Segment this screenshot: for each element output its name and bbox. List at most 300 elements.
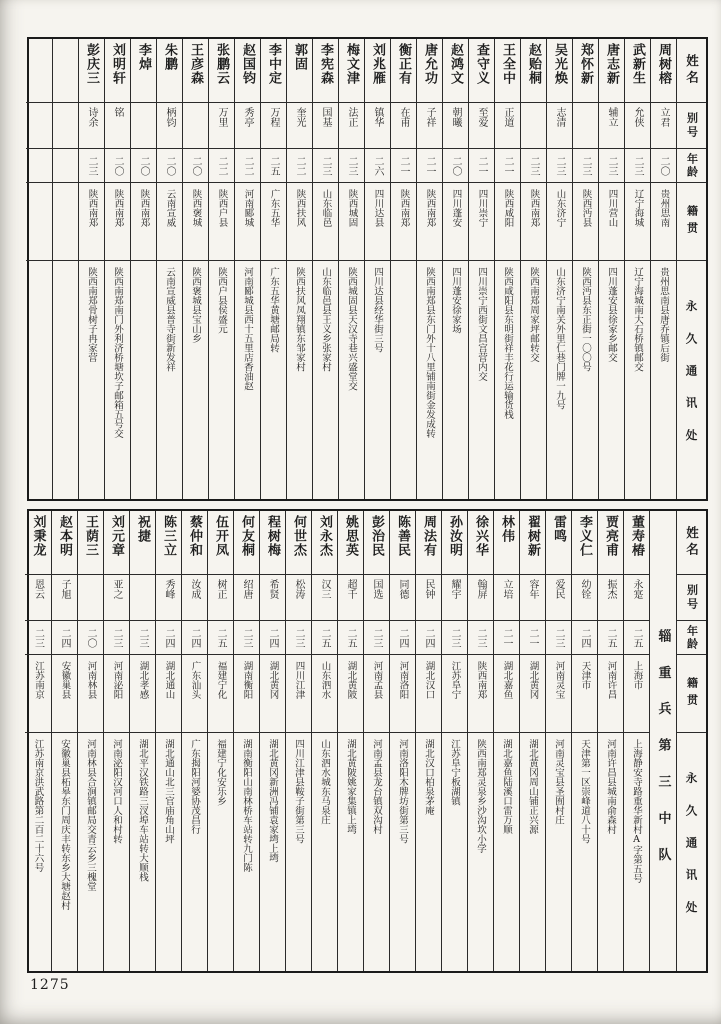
person-column — [572, 39, 598, 499]
person-column — [104, 39, 130, 499]
person-name: 刘永杰 — [312, 511, 337, 575]
person-age: 二二 — [209, 149, 234, 183]
person-alias: 超千 — [338, 575, 363, 621]
person-alias: 汝成 — [182, 575, 207, 621]
person-column — [78, 39, 104, 499]
column-header-native: 籍贯 — [677, 655, 706, 733]
person-address: 湖南衡阳山南林桥车站转九门陈 — [241, 739, 252, 872]
person-native: 湖南衡阳 — [234, 655, 259, 733]
person-alias: 汉三 — [312, 575, 337, 621]
person-age: 二一 — [520, 621, 545, 655]
person-column — [597, 511, 623, 971]
header-column — [676, 511, 706, 971]
person-address: 陕西南郑骨树子冉家营 — [86, 267, 97, 362]
person-age: 二三 — [234, 621, 259, 655]
person-native: 江苏阜宁 — [442, 655, 467, 733]
column-header-address: 永久通讯处 — [684, 299, 699, 461]
person-name: 李中定 — [261, 39, 286, 103]
roster-table-top — [27, 37, 708, 501]
person-native: 河南孟县 — [364, 655, 389, 733]
person-native: 陕西南郑 — [417, 183, 442, 261]
person-native: 山东临邑 — [313, 183, 338, 261]
person-column — [181, 511, 207, 971]
person-name: 刘元章 — [104, 511, 129, 575]
person-name: 孙汝明 — [442, 511, 467, 575]
person-native: 湖北黄陂 — [338, 655, 363, 733]
person-column — [494, 39, 520, 499]
person-column — [364, 39, 390, 499]
person-column — [103, 511, 129, 971]
person-alias: 志清 — [547, 103, 572, 149]
person-native: 湖北通山 — [156, 655, 181, 733]
person-native: 云南宣威 — [157, 183, 182, 261]
person-name: 伍开凤 — [208, 511, 233, 575]
person-column — [623, 511, 649, 971]
person-age: 二〇 — [157, 149, 182, 183]
person-age: 二三 — [573, 149, 598, 183]
person-column — [260, 39, 286, 499]
person-age: 二一 — [494, 621, 519, 655]
person-name: 刘秉龙 — [25, 511, 51, 575]
person-address: 四川崇宁西街文昌宫营内交 — [476, 267, 487, 381]
person-column — [259, 511, 285, 971]
person-age: 二三 — [79, 149, 104, 183]
person-alias: 法正 — [339, 103, 364, 149]
person-native: 四川蓬安 — [443, 183, 468, 261]
person-column — [441, 511, 467, 971]
person-age: 二三 — [339, 149, 364, 183]
section-column — [649, 511, 676, 971]
column-header-address: 永久通讯处 — [684, 771, 699, 933]
person-age — [26, 149, 52, 183]
person-native: 河南洛阳 — [390, 655, 415, 733]
column-header-age: 年龄 — [677, 621, 706, 655]
person-alias — [53, 103, 78, 149]
person-column — [234, 39, 260, 499]
person-name: 程树梅 — [260, 511, 285, 575]
person-alias: 耀宇 — [442, 575, 467, 621]
person-native: 陕西南郑 — [79, 183, 104, 261]
person-address: 湖北嘉鱼陆溪口雷万顺 — [501, 739, 512, 834]
person-address: 河南许昌县城南俞森村 — [605, 739, 616, 834]
person-native: 辽宁海城 — [625, 183, 650, 261]
person-column — [416, 39, 442, 499]
person-address: 广东五华黄塘邮局转 — [268, 267, 279, 353]
person-alias: 允侠 — [625, 103, 650, 149]
person-age: 二四 — [572, 621, 597, 655]
person-column — [51, 511, 77, 971]
person-column — [493, 511, 519, 971]
person-native: 陕西扶风 — [287, 183, 312, 261]
person-alias: 万里 — [209, 103, 234, 149]
person-age: 二五 — [312, 621, 337, 655]
person-alias: 树正 — [208, 575, 233, 621]
person-alias: 振杰 — [598, 575, 623, 621]
person-column — [338, 39, 364, 499]
person-name — [26, 39, 52, 103]
column-header-name: 姓名 — [677, 511, 706, 575]
person-age: 二四 — [156, 621, 181, 655]
person-column — [77, 511, 103, 971]
person-age: 二一 — [495, 149, 520, 183]
person-native: 湖北黄冈 — [520, 655, 545, 733]
person-alias: 恩云 — [25, 575, 51, 621]
person-alias — [78, 575, 103, 621]
person-alias: 翰屏 — [468, 575, 493, 621]
person-column — [546, 39, 572, 499]
person-name: 彭庆三 — [79, 39, 104, 103]
person-native: 湖北汉口 — [416, 655, 441, 733]
person-address: 辽宁海城南大石桥镇邮交 — [632, 267, 643, 372]
person-native: 陕西户县 — [209, 183, 234, 261]
person-address: 河南灵宝县圣囿村庄 — [553, 739, 564, 825]
person-age: 二四 — [416, 621, 441, 655]
person-address: 陕西扶风凤翔镇东邹家村 — [294, 267, 305, 372]
person-alias: 爱民 — [546, 575, 571, 621]
person-age: 二四 — [260, 621, 285, 655]
person-native: 湖北嘉鱼 — [494, 655, 519, 733]
person-name: 王彦森 — [183, 39, 208, 103]
person-name: 刘明轩 — [105, 39, 130, 103]
person-native: 广东五华 — [261, 183, 286, 261]
person-address: 河南林县合涧镇邮局交青云乡三槐堂 — [85, 739, 96, 891]
person-name: 赵鸿文 — [443, 39, 468, 103]
person-native: 陕西沔县 — [573, 183, 598, 261]
person-native: 广东汕头 — [182, 655, 207, 733]
person-column — [415, 511, 441, 971]
person-name: 郭固 — [287, 39, 312, 103]
person-address: 陕西褒城县宝山乡 — [190, 267, 201, 343]
person-alias: 辅立 — [599, 103, 624, 149]
person-age: 二三 — [104, 621, 129, 655]
person-column — [311, 511, 337, 971]
person-address: 陕西南郑灵泉乡沙沟坎小学 — [475, 739, 486, 853]
person-address: 陕西南郑南门外利济桥塘坎子邮箱五号交 — [112, 267, 123, 438]
person-column — [468, 39, 494, 499]
person-address: 陕西沔县东正街一〇〇号 — [580, 267, 591, 372]
person-column — [285, 511, 311, 971]
person-column — [390, 39, 416, 499]
person-name: 查守义 — [469, 39, 494, 103]
person-native: 安徽巢县 — [52, 655, 77, 733]
person-native: 陕西南郑 — [105, 183, 130, 261]
person-age: 二三 — [599, 149, 624, 183]
person-alias: 绍唐 — [234, 575, 259, 621]
person-address: 江苏南京洪武路第二百二十六号 — [32, 739, 44, 872]
person-name: 周树榕 — [651, 39, 676, 103]
person-alias: 国选 — [364, 575, 389, 621]
person-name: 衡正有 — [391, 39, 416, 103]
person-age: 二〇 — [131, 149, 156, 183]
person-alias — [26, 103, 52, 149]
person-age: 二三 — [442, 621, 467, 655]
person-column — [545, 511, 571, 971]
person-age: 二五 — [624, 621, 649, 655]
person-native: 四川崇宁 — [469, 183, 494, 261]
person-age: 二六 — [365, 149, 390, 183]
person-alias: 松涛 — [286, 575, 311, 621]
person-name: 朱鹏 — [157, 39, 182, 103]
person-age: 二五 — [208, 621, 233, 655]
person-age: 二五 — [261, 149, 286, 183]
person-column — [650, 39, 676, 499]
person-address: 湖北黄冈新洲冯铺袁家塆上塆 — [267, 739, 278, 863]
person-address: 河南洛阳木牌坊街第三号 — [397, 739, 408, 844]
person-age: 二三 — [313, 149, 338, 183]
person-name: 赵贻桐 — [521, 39, 546, 103]
person-name: 王荫三 — [78, 511, 103, 575]
person-address: 河南郾城县西十五里店香油赵 — [242, 267, 253, 391]
person-alias: 在甫 — [391, 103, 416, 149]
person-native: 四川营山 — [599, 183, 624, 261]
person-column — [337, 511, 363, 971]
person-native: 陕西褒城 — [183, 183, 208, 261]
person-age: 二三 — [286, 621, 311, 655]
person-address: 四川达县经华街三号 — [372, 267, 383, 353]
person-address: 陕西咸阳县东明街祥丰花行运输货栈 — [502, 267, 513, 419]
person-age: 二一 — [417, 149, 442, 183]
person-name: 李焯 — [131, 39, 156, 103]
person-native — [53, 183, 78, 261]
column-header-name: 姓名 — [677, 39, 706, 103]
person-address: 河南泌阳汉河口人和村转 — [111, 739, 122, 844]
person-address: 陕西南郑周家坪邮转交 — [528, 267, 539, 362]
person-column — [624, 39, 650, 499]
person-age: 二〇 — [183, 149, 208, 183]
person-column — [25, 511, 51, 971]
person-address — [26, 261, 52, 499]
person-address — [391, 261, 416, 499]
person-address: 湖北通山北三官庙角山坪 — [163, 739, 174, 844]
person-address: 贵州思南县唐乔镇后街 — [658, 267, 669, 362]
person-address: 山东泗水城东马泉庄 — [319, 739, 330, 825]
person-alias: 民钟 — [416, 575, 441, 621]
person-alias — [130, 575, 155, 621]
person-alias: 诗余 — [79, 103, 104, 149]
person-address: 上海静安寺路重华新村A字第五号 — [631, 739, 642, 883]
person-age: 二三 — [625, 149, 650, 183]
person-native: 福建宁化 — [208, 655, 233, 733]
person-alias: 容年 — [520, 575, 545, 621]
person-address: 云南宣威县普寺街新发祥 — [164, 267, 175, 372]
person-age: 二〇 — [78, 621, 103, 655]
person-address: 福建宁化安乐乡 — [215, 739, 226, 806]
person-column — [286, 39, 312, 499]
person-age: 二五 — [338, 621, 363, 655]
person-address: 湖北汉口柏泉茅庵 — [423, 739, 434, 815]
person-name: 陈善民 — [390, 511, 415, 575]
person-column — [598, 39, 624, 499]
person-column — [156, 39, 182, 499]
person-column — [155, 511, 181, 971]
person-alias: 镇华 — [365, 103, 390, 149]
person-age: 二四 — [182, 621, 207, 655]
person-address: 江苏阜宁板湖镇 — [449, 739, 460, 806]
person-native: 四川达县 — [365, 183, 390, 261]
person-name — [53, 39, 78, 103]
person-alias — [131, 103, 156, 149]
person-column — [312, 39, 338, 499]
person-name: 唐志新 — [599, 39, 624, 103]
person-alias: 立君 — [651, 103, 676, 149]
person-name: 林伟 — [494, 511, 519, 575]
person-address: 广东揭阳河婆协茂昌行 — [189, 739, 200, 834]
person-native: 山东泗水 — [312, 655, 337, 733]
person-native: 陕西咸阳 — [495, 183, 520, 261]
person-column — [233, 511, 259, 971]
person-alias: 子祥 — [417, 103, 442, 149]
person-name: 蔡仲和 — [182, 511, 207, 575]
person-name: 雷鸣 — [546, 511, 571, 575]
person-name: 姚思英 — [338, 511, 363, 575]
person-address: 河南孟县龙台镇双沟村 — [371, 739, 382, 834]
person-age: 二〇 — [443, 149, 468, 183]
person-native: 贵州思南 — [651, 183, 676, 261]
person-address — [53, 261, 78, 499]
empty-column — [26, 39, 52, 499]
person-alias: 立培 — [494, 575, 519, 621]
person-address: 四川蓬安县徐家乡邮交 — [606, 267, 617, 362]
person-native: 河南郾城 — [235, 183, 260, 261]
person-column — [519, 511, 545, 971]
person-alias: 同德 — [390, 575, 415, 621]
person-address: 四川蓬安徐家场 — [450, 267, 461, 334]
person-age: 二五 — [598, 621, 623, 655]
person-alias: 秀亭 — [235, 103, 260, 149]
person-name: 赵本明 — [52, 511, 77, 575]
person-alias: 亚之 — [104, 575, 129, 621]
person-address: 湖北平汉铁路三汊埠车站转大顺栈 — [137, 739, 148, 882]
person-name: 吴光焕 — [547, 39, 572, 103]
person-native: 上海市 — [624, 655, 649, 733]
person-age: 二三 — [547, 149, 572, 183]
person-age: 二二 — [235, 149, 260, 183]
person-address: 陕西南郑县东门外十八里铺南街金发成转 — [424, 267, 435, 438]
person-alias: 正道 — [495, 103, 520, 149]
person-name: 彭治民 — [364, 511, 389, 575]
person-age: 二三 — [364, 621, 389, 655]
person-alias: 希贤 — [260, 575, 285, 621]
person-address: 山东临邑县王义乡张家村 — [320, 267, 331, 372]
person-name: 刘兆雁 — [365, 39, 390, 103]
person-column — [389, 511, 415, 971]
person-native: 陕西南郑 — [521, 183, 546, 261]
person-alias: 铭 — [105, 103, 130, 149]
person-native: 山东济宁 — [547, 183, 572, 261]
person-alias: 幼铨 — [572, 575, 597, 621]
person-name: 唐允功 — [417, 39, 442, 103]
person-name: 张鹏云 — [209, 39, 234, 103]
person-age: 二〇 — [651, 149, 676, 183]
person-column — [571, 511, 597, 971]
person-column — [207, 511, 233, 971]
person-age: 二〇 — [105, 149, 130, 183]
person-name: 赵国钧 — [235, 39, 260, 103]
person-alias: 柄钧 — [157, 103, 182, 149]
person-name: 李义仁 — [572, 511, 597, 575]
column-header-alias: 别号 — [677, 575, 706, 621]
person-native — [26, 183, 52, 261]
person-native: 河南林县 — [78, 655, 103, 733]
person-address — [131, 261, 156, 499]
person-name: 王全中 — [495, 39, 520, 103]
person-address: 山东济宁南关外里仁巷门牌一九号 — [554, 267, 565, 410]
person-name: 董寿椿 — [624, 511, 649, 575]
person-name: 何世杰 — [286, 511, 311, 575]
person-column — [442, 39, 468, 499]
person-column — [182, 39, 208, 499]
person-name: 李宪森 — [313, 39, 338, 103]
person-age: 二一 — [391, 149, 416, 183]
header-column — [676, 39, 706, 499]
person-column — [363, 511, 389, 971]
column-header-age: 年龄 — [677, 149, 706, 183]
column-header-native: 籍贯 — [677, 183, 706, 261]
person-address: 四川江津县鞍子街第三号 — [293, 739, 304, 844]
person-name: 梅文津 — [339, 39, 364, 103]
person-address: 陕西户县侯盛元 — [216, 267, 227, 334]
person-name: 武新生 — [625, 39, 650, 103]
person-native: 陕西南郑 — [468, 655, 493, 733]
person-column — [130, 39, 156, 499]
person-alias — [183, 103, 208, 149]
person-age: 二四 — [52, 621, 77, 655]
person-native: 陕西城固 — [339, 183, 364, 261]
person-native: 陕西南郑 — [131, 183, 156, 261]
person-name: 陈三立 — [156, 511, 181, 575]
person-age: 二三 — [521, 149, 546, 183]
person-name: 郑怀新 — [573, 39, 598, 103]
person-native: 河南泌阳 — [104, 655, 129, 733]
person-alias: 子旭 — [52, 575, 77, 621]
person-alias: 至爱 — [469, 103, 494, 149]
person-native: 四川江津 — [286, 655, 311, 733]
person-age: 二三 — [546, 621, 571, 655]
person-name: 周法有 — [416, 511, 441, 575]
person-age: 二三 — [25, 621, 51, 655]
person-address: 陕西城固县天汉寺巷兴盛堂交 — [346, 267, 357, 391]
person-age: 二三 — [468, 621, 493, 655]
person-native: 河南许昌 — [598, 655, 623, 733]
person-native: 湖北黄冈 — [260, 655, 285, 733]
column-header-alias: 别号 — [677, 103, 706, 149]
person-native: 河南灵宝 — [546, 655, 571, 733]
page-number: 1275 — [30, 977, 70, 993]
person-native: 江苏南京 — [25, 655, 51, 733]
person-column — [208, 39, 234, 499]
person-native: 陕西南郑 — [391, 183, 416, 261]
person-alias: 朝曦 — [443, 103, 468, 149]
person-alias — [573, 103, 598, 149]
person-alias: 奎光 — [287, 103, 312, 149]
person-name: 徐兴华 — [468, 511, 493, 575]
empty-column — [52, 39, 78, 499]
person-alias: 秀峰 — [156, 575, 181, 621]
person-age: 二四 — [390, 621, 415, 655]
person-address: 天津第一区崇峰道八十号 — [579, 739, 590, 844]
person-address: 湖北黄陂姚家集镇上塆 — [345, 739, 356, 834]
roster-table-bottom — [27, 509, 708, 973]
person-native: 天津市 — [572, 655, 597, 733]
person-name: 贾亮甫 — [598, 511, 623, 575]
section-title: 辎重兵第三中队 — [655, 629, 671, 884]
person-age — [53, 149, 78, 183]
person-address: 湖北黄冈周山铺正兴源 — [527, 739, 538, 834]
person-column — [129, 511, 155, 971]
person-column — [467, 511, 493, 971]
person-alias: 国基 — [313, 103, 338, 149]
person-native: 湖北孝感 — [130, 655, 155, 733]
